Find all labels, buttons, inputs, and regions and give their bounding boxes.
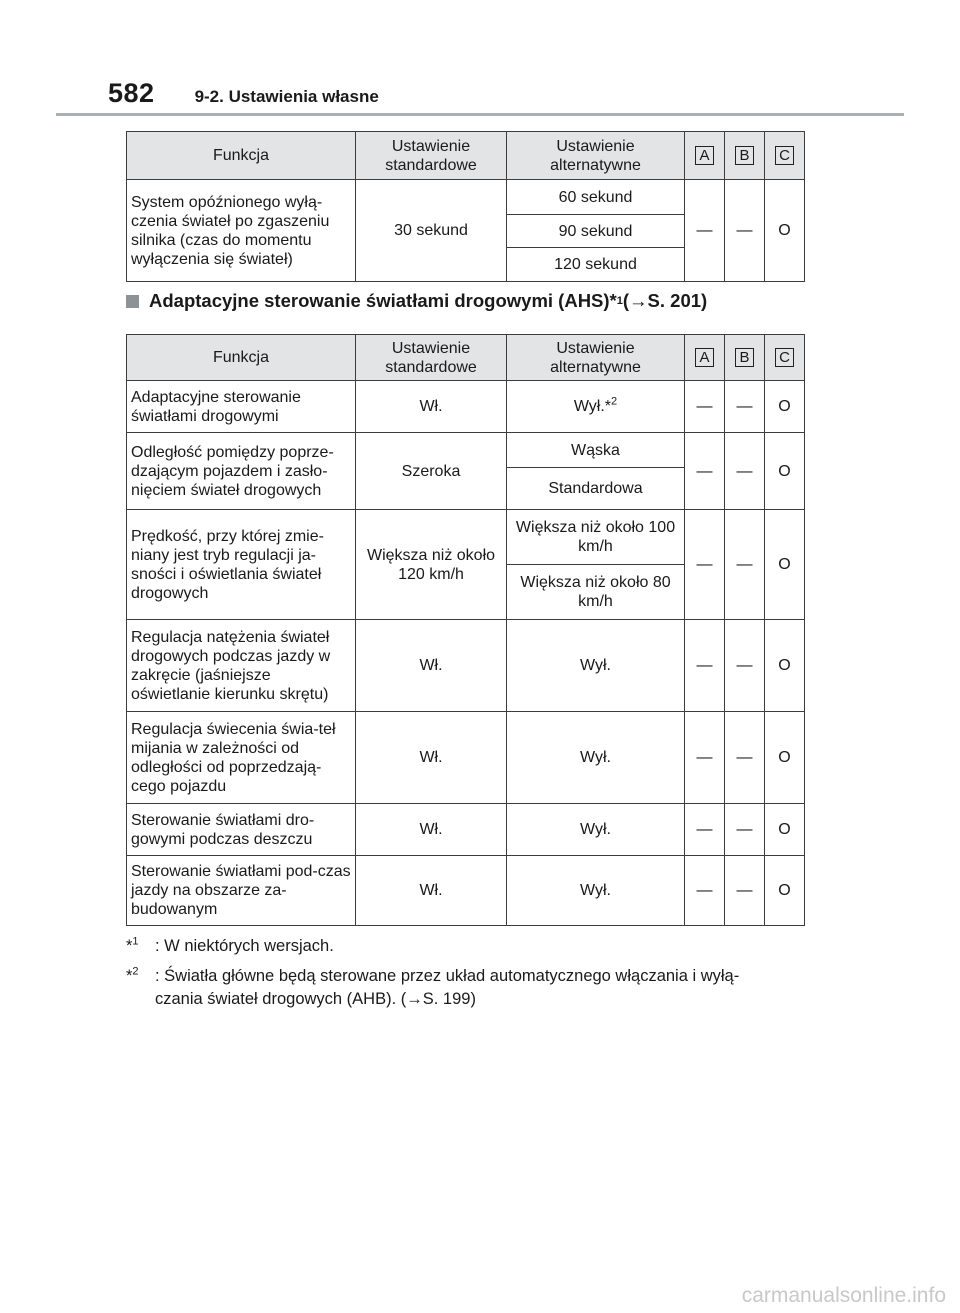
cell-c: O bbox=[765, 804, 805, 856]
col-b: B bbox=[725, 132, 765, 180]
cell-alt: Wył. bbox=[507, 804, 685, 856]
cell-c: O bbox=[765, 180, 805, 282]
cell-default: Wł. bbox=[356, 712, 507, 804]
cell-func: Regulacja natężenia świateł drogowych podczas jazdy w zakręcie (jaśniejsze oświetlanie kierunku skrętu) bbox=[127, 620, 356, 712]
footnote-1: *$^1$ : W niektórych wersjach. bbox=[126, 935, 334, 955]
settings-table-lights-off bbox=[126, 131, 805, 282]
square-bullet-icon bbox=[126, 295, 139, 308]
cell-default: Wł. bbox=[356, 804, 507, 856]
table-row bbox=[127, 510, 805, 565]
col-func: Funkcja bbox=[127, 132, 356, 180]
cell-alt: 120 sekund bbox=[507, 248, 685, 282]
cell-alt: 90 sekund bbox=[507, 215, 685, 248]
cell-alt: Wył. bbox=[507, 712, 685, 804]
col-c: C bbox=[765, 335, 805, 381]
header-rule bbox=[56, 113, 904, 116]
cell-default: 30 sekund bbox=[356, 180, 507, 282]
table-header-row bbox=[127, 132, 805, 180]
cell-func: System opóźnionego wyłą-czenia świateł po zgaszeniu silnika (czas do momentu wyłączenia się świateł) bbox=[127, 180, 356, 282]
col-alt: Ustawienie alternatywne bbox=[507, 132, 685, 180]
footnote-2: *$^2$ : Światła główne będą sterowane przez układ automatycznego włączania i wyłą- czania świateł drogowych (AHB). (→S. 199) bbox=[126, 965, 740, 1008]
cell-default: Wł. bbox=[356, 381, 507, 433]
table-row bbox=[127, 381, 805, 433]
cell-a: — bbox=[685, 180, 725, 282]
cell-b: — bbox=[725, 433, 765, 510]
col-a: A bbox=[685, 132, 725, 180]
cell-alt: Standardowa bbox=[507, 468, 685, 510]
cell-b: — bbox=[725, 804, 765, 856]
cell-a: — bbox=[685, 510, 725, 620]
cell-a: — bbox=[685, 804, 725, 856]
cell-c: O bbox=[765, 381, 805, 433]
cell-a: — bbox=[685, 620, 725, 712]
table-row bbox=[127, 856, 805, 926]
table-row bbox=[127, 712, 805, 804]
cell-alt: Wąska bbox=[507, 433, 685, 468]
cell-alt: 60 sekund bbox=[507, 180, 685, 215]
cell-b: — bbox=[725, 712, 765, 804]
page-number: 582 bbox=[108, 78, 155, 108]
cell-alt: Wył. bbox=[507, 620, 685, 712]
col-default: Ustawienie standardowe bbox=[356, 335, 507, 381]
table-row bbox=[127, 180, 805, 215]
cell-a: — bbox=[685, 381, 725, 433]
cell-default: Większa niż około 120 km/h bbox=[356, 510, 507, 620]
cell-func: Regulacja świecenia świa-teł mijania w zależności od odległości od poprzedzają-cego pojazdu bbox=[127, 712, 356, 804]
table-row bbox=[127, 804, 805, 856]
watermark: carmanualsonline.info bbox=[741, 1284, 946, 1307]
cell-a: — bbox=[685, 856, 725, 926]
subsection-heading: Adaptacyjne sterowanie światłami drogowymi (AHS)* 1 (→S. 201) bbox=[126, 290, 707, 312]
cell-alt: Wył.*$^2$ bbox=[507, 381, 685, 433]
col-b: B bbox=[725, 335, 765, 381]
cell-default: Wł. bbox=[356, 620, 507, 712]
cell-alt: Wył. bbox=[507, 856, 685, 926]
cell-a: — bbox=[685, 712, 725, 804]
col-alt: Ustawienie alternatywne bbox=[507, 335, 685, 381]
cell-c: O bbox=[765, 712, 805, 804]
section-title: 9-2. Ustawienia własne bbox=[194, 87, 379, 106]
cell-c: O bbox=[765, 620, 805, 712]
cell-b: — bbox=[725, 180, 765, 282]
cell-default: Szeroka bbox=[356, 433, 507, 510]
cell-c: O bbox=[765, 433, 805, 510]
cell-func: Adaptacyjne sterowanie światłami drogowymi bbox=[127, 381, 356, 433]
col-a: A bbox=[685, 335, 725, 381]
cell-func: Odległość pomiędzy poprze-dzającym pojazdem i zasło-nięciem świateł drogowych bbox=[127, 433, 356, 510]
cell-func: Prędkość, przy której zmie-niany jest tryb regulacji ja-sności i oświetlania świateł drogowych bbox=[127, 510, 356, 620]
cell-a: — bbox=[685, 433, 725, 510]
cell-b: — bbox=[725, 510, 765, 620]
cell-alt: Większa niż około 80 km/h bbox=[507, 565, 685, 620]
cell-func: Sterowanie światłami dro-gowymi podczas deszczu bbox=[127, 804, 356, 856]
table-row bbox=[127, 433, 805, 468]
cell-c: O bbox=[765, 856, 805, 926]
cell-b: — bbox=[725, 856, 765, 926]
cell-default: Wł. bbox=[356, 856, 507, 926]
cell-c: O bbox=[765, 510, 805, 620]
settings-table-ahs bbox=[126, 334, 805, 926]
col-default: Ustawienie standardowe bbox=[356, 132, 507, 180]
cell-func: Sterowanie światłami pod-czas jazdy na obszarze za-budowanym bbox=[127, 856, 356, 926]
col-c: C bbox=[765, 132, 805, 180]
cell-b: — bbox=[725, 620, 765, 712]
col-func: Funkcja bbox=[127, 335, 356, 381]
table-row bbox=[127, 620, 805, 712]
cell-b: — bbox=[725, 381, 765, 433]
cell-alt: Większa niż około 100 km/h bbox=[507, 510, 685, 565]
table-header-row bbox=[127, 335, 805, 381]
page-header bbox=[108, 78, 379, 109]
